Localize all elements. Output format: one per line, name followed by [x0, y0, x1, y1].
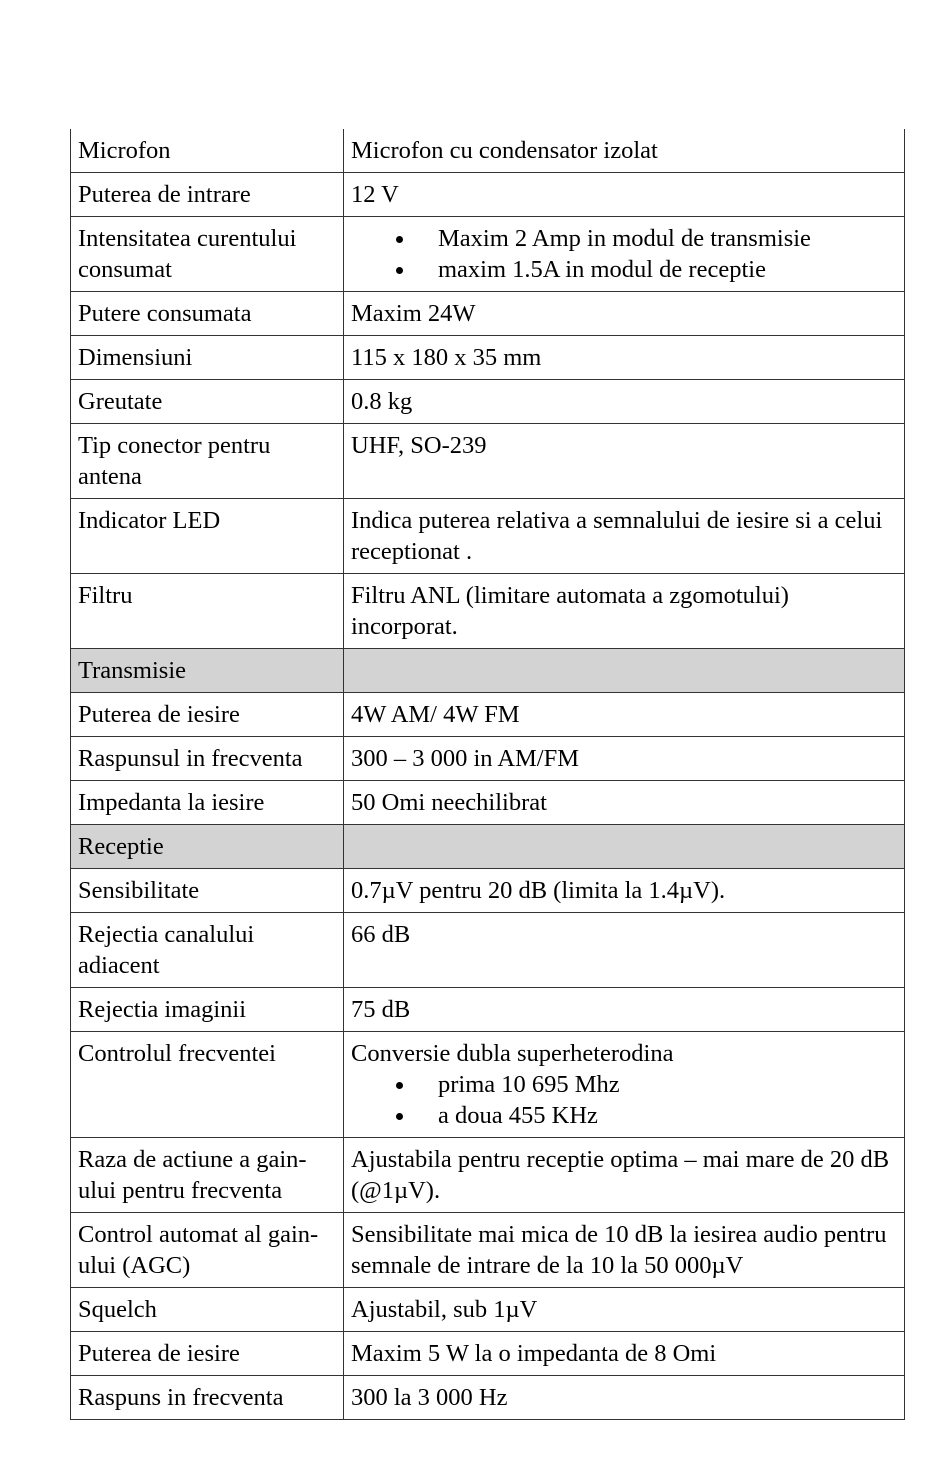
- spec-value-cell: [344, 988, 905, 1032]
- spec-label: Puterea de iesire: [71, 693, 344, 737]
- spec-value: Conversie dubla superheterodina: [351, 1040, 674, 1067]
- spec-value-cell: [344, 336, 905, 380]
- table-row: [71, 574, 905, 649]
- spec-label: Puterea de intrare: [71, 173, 344, 217]
- bullet-list: [351, 223, 897, 285]
- spec-label: Puterea de iesire: [71, 1332, 344, 1376]
- bullet-item: Maxim 2 Amp in modul de transmisie: [396, 223, 897, 254]
- specifications-table-body: [71, 129, 905, 1420]
- spec-label: Raspuns in frecventa: [71, 1376, 344, 1420]
- spec-label: Tip conector pentru antena: [71, 424, 344, 499]
- table-row: [71, 913, 905, 988]
- table-row: [71, 1032, 905, 1138]
- table-row: [71, 173, 905, 217]
- spec-label: Filtru: [71, 574, 344, 649]
- table-row: [71, 217, 905, 292]
- spec-value-cell: [344, 737, 905, 781]
- spec-label: Dimensiuni: [71, 336, 344, 380]
- spec-label: Squelch: [71, 1288, 344, 1332]
- section-empty-cell: [344, 825, 905, 869]
- spec-value: 12 V: [351, 181, 399, 208]
- spec-label: Raza de actiune a gain-ului pentru frecventa: [71, 1138, 344, 1213]
- spec-value: 0.8 kg: [351, 388, 413, 415]
- table-row: [71, 1288, 905, 1332]
- spec-label: Control automat al gain-ului (AGC): [71, 1213, 344, 1288]
- spec-value-cell: [344, 574, 905, 649]
- spec-value: 300 – 3 000 in AM/FM: [351, 745, 580, 772]
- spec-value: 50 Omi neechilibrat: [351, 789, 547, 816]
- section-header-row: [71, 825, 905, 869]
- spec-value: 0.7µV pentru 20 dB (limita la 1.4µV).: [351, 877, 726, 904]
- spec-value-cell: [344, 781, 905, 825]
- spec-value: 4W AM/ 4W FM: [351, 701, 520, 728]
- spec-label: Greutate: [71, 380, 344, 424]
- spec-label: Sensibilitate: [71, 869, 344, 913]
- spec-value-cell: [344, 1032, 905, 1138]
- spec-value-cell: [344, 1213, 905, 1288]
- spec-value-cell: [344, 1332, 905, 1376]
- spec-value-cell: [344, 869, 905, 913]
- bullet-item: a doua 455 KHz: [396, 1100, 897, 1131]
- specifications-table: [70, 129, 905, 1420]
- spec-label: Rejectia canalului adiacent: [71, 913, 344, 988]
- table-row: [71, 988, 905, 1032]
- spec-value-cell: [344, 1288, 905, 1332]
- spec-value: Filtru ANL (limitare automata a zgomotului) incorporat.: [351, 582, 789, 640]
- bullet-list: [351, 1069, 897, 1131]
- table-row: [71, 1376, 905, 1420]
- spec-value: 75 dB: [351, 996, 411, 1023]
- spec-value: Ajustabil, sub 1µV: [351, 1296, 538, 1323]
- table-row: [71, 424, 905, 499]
- section-empty-cell: [344, 649, 905, 693]
- table-row: [71, 129, 905, 173]
- table-row: [71, 499, 905, 574]
- spec-label: Indicator LED: [71, 499, 344, 574]
- spec-label: Intensitatea curentului consumat: [71, 217, 344, 292]
- spec-value-cell: [344, 693, 905, 737]
- spec-value-cell: [344, 129, 905, 173]
- spec-value-cell: [344, 292, 905, 336]
- table-row: [71, 1213, 905, 1288]
- spec-value: 66 dB: [351, 921, 411, 948]
- table-row: [71, 1138, 905, 1213]
- table-row: [71, 336, 905, 380]
- table-row: [71, 869, 905, 913]
- section-header-row: [71, 649, 905, 693]
- table-row: [71, 292, 905, 336]
- spec-label: Microfon: [71, 129, 344, 173]
- spec-value-cell: [344, 499, 905, 574]
- table-row: [71, 737, 905, 781]
- spec-value: Ajustabila pentru receptie optima – mai mare de 20 dB (@1µV).: [351, 1146, 890, 1204]
- bullet-item: prima 10 695 Mhz: [396, 1069, 897, 1100]
- spec-value: Maxim 5 W la o impedanta de 8 Omi: [351, 1340, 717, 1367]
- spec-value-cell: [344, 173, 905, 217]
- spec-value: Microfon cu condensator izolat: [351, 137, 658, 164]
- section-title: Transmisie: [71, 649, 344, 693]
- spec-value: 115 x 180 x 35 mm: [351, 344, 542, 371]
- bullet-item: maxim 1.5A in modul de receptie: [396, 254, 897, 285]
- spec-value: 300 la 3 000 Hz: [351, 1384, 508, 1411]
- spec-label: Putere consumata: [71, 292, 344, 336]
- spec-value-cell: [344, 1376, 905, 1420]
- spec-value: Sensibilitate mai mica de 10 dB la iesirea audio pentru semnale de intrare de la 10 la 50 000µV: [351, 1221, 887, 1279]
- section-title: Receptie: [71, 825, 344, 869]
- spec-label: Raspunsul in frecventa: [71, 737, 344, 781]
- spec-label: Rejectia imaginii: [71, 988, 344, 1032]
- spec-value-cell: [344, 380, 905, 424]
- table-row: [71, 693, 905, 737]
- spec-value-cell: [344, 1138, 905, 1213]
- table-row: [71, 380, 905, 424]
- spec-value: UHF, SO-239: [351, 432, 487, 459]
- spec-value: Indica puterea relativa a semnalului de iesire si a celui receptionat .: [351, 507, 883, 565]
- table-row: [71, 781, 905, 825]
- spec-label: Impedanta la iesire: [71, 781, 344, 825]
- spec-value: Maxim 24W: [351, 300, 476, 327]
- spec-value-cell: [344, 913, 905, 988]
- spec-value-cell: [344, 424, 905, 499]
- spec-label: Controlul frecventei: [71, 1032, 344, 1138]
- table-row: [71, 1332, 905, 1376]
- spec-value-cell: [344, 217, 905, 292]
